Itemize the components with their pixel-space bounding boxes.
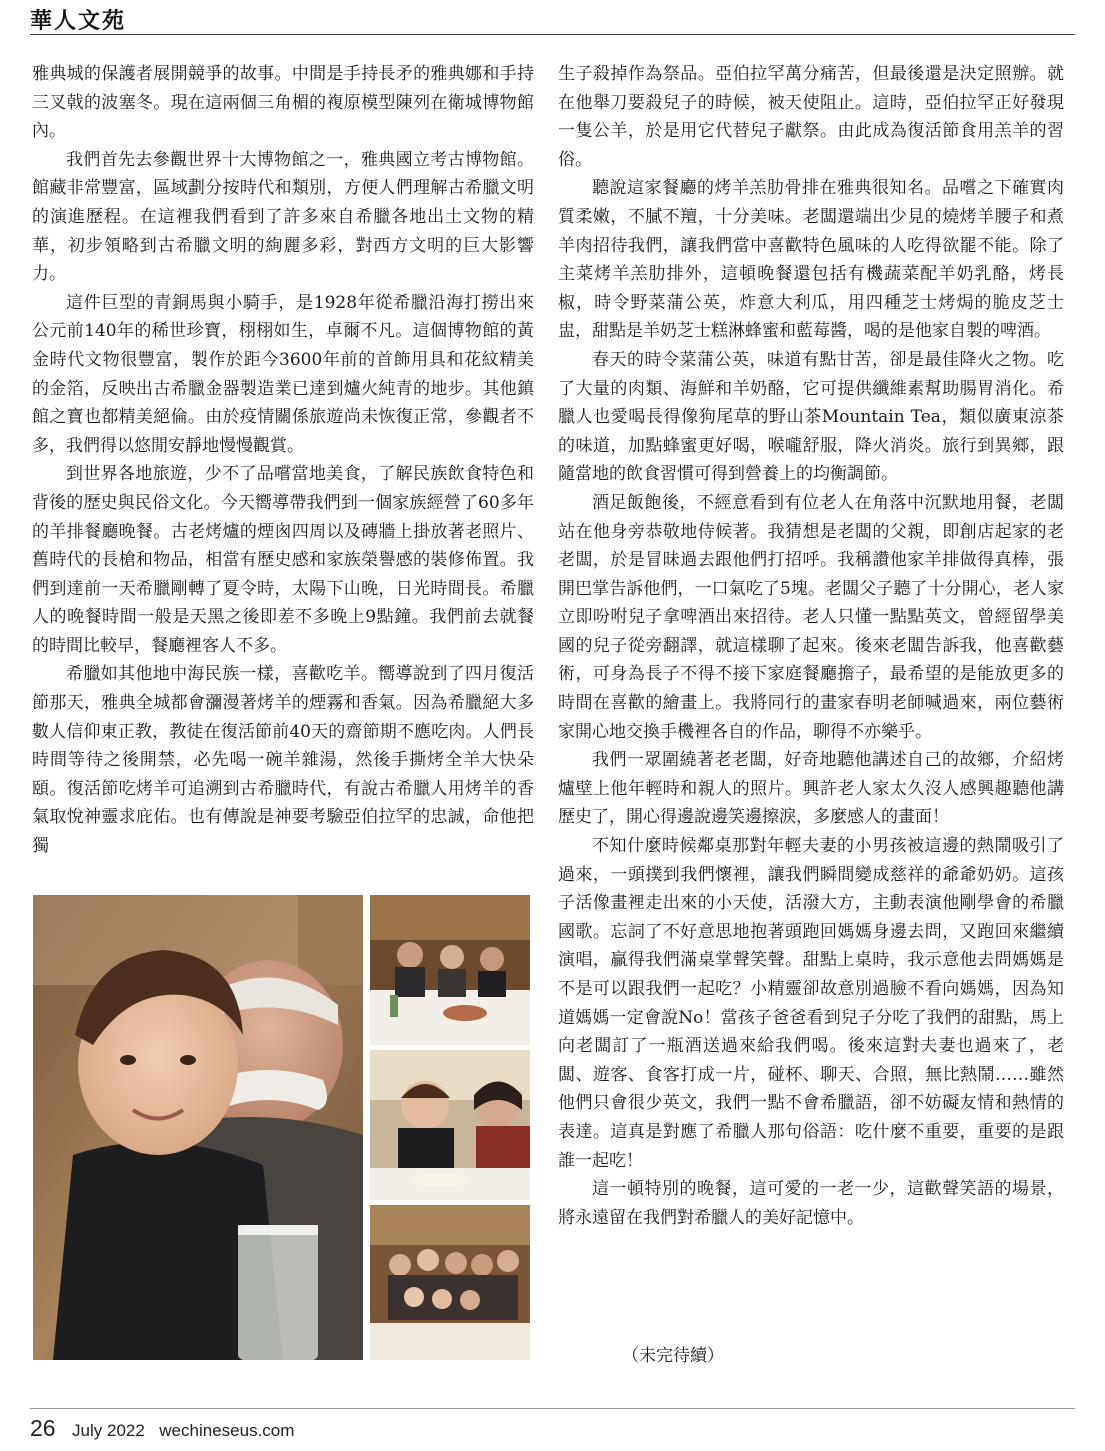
page-number: 26 bbox=[30, 1415, 56, 1441]
photo-group-at-table bbox=[370, 895, 530, 1045]
paragraph: 酒足飯飽後，不經意看到有位老人在角落中沉默地用餐，老闆站在他身旁恭敬地侍候著。我猜想是老闆的父親，即創店起家的老老闆，於是冒昧過去跟他們打招呼。我稱讚他家羊排做得真棒，張開巴掌告訴他們，一口氣吃了5塊。老闆父子聽了十分開心，老人家立即吩咐兒子拿啤酒出來招待。老人只懂一點點英文，曾經留學美國的兒子從旁翻譯，就這樣聊了起來。後來老闆告訴我，他喜歡藝術，可身為長子不得不接下家庭餐廳擔子，最希望的是能放更多的時間在喜歡的繪畫上。我將同行的畫家春明老師喊過來，兩位藝術家開心地交換手機裡各自的作品，聊得不亦樂乎。 bbox=[558, 492, 1064, 742]
paragraph: 我們一眾圍繞著老老闆，好奇地聽他講述自己的故鄉，介紹烤爐壁上他年輕時和親人的照片。興許老人家太久沒人感興趣聽他講歷史了，開心得邊說邊笑邊擦淚，多麼感人的畫面！ bbox=[558, 750, 1064, 828]
paragraph: 生子殺掉作為祭品。亞伯拉罕萬分痛苦，但最後還是決定照辦。就在他舉刀要殺兒子的時候，被天使阻止。這時，亞伯拉罕正好發現一隻公羊，於是用它代替兒子獻祭。由此成為復活節食用羔羊的習俗。 bbox=[558, 64, 1064, 170]
paragraph: 聽說這家餐廳的烤羊羔肋骨排在雅典很知名。品嚐之下確實肉質柔嫩，不膩不羶，十分美味。老闆還端出少見的燒烤羊腰子和煮羊肉招待我們，讓我們當中喜歡特色風味的人吃得欲罷不能。除了主菜烤羊羔肋排外，這頓晚餐還包括有機蔬菜配羊奶乳酪，烤長椒，時令野菜蒲公英，炸意大利瓜，用四種芝士烤焗的脆皮芝士盅，甜點是羊奶芝士糕淋蜂蜜和藍莓醬，喝的是他家自製的啤酒。 bbox=[558, 178, 1064, 342]
paragraph: 雅典城的保護者展開競爭的故事。中間是手持長矛的雅典娜和手持三叉戟的波塞冬。現在這兩個三角楣的複原模型陳列在衛城博物館內。 bbox=[32, 64, 534, 142]
paragraph: 希臘如其他地中海民族一樣，喜歡吃羊。嚮導說到了四月復活節那天，雅典全城都會瀰漫著烤羊的煙霧和香氣。因為希臘絕大多數人信仰東正教，教徒在復活節前40天的齋節期不應吃肉。人們長時間等待之後開禁，必先喝一碗羊雜湯，然後手撕烤全羊大快朵頤。復活節吃烤羊可追溯到古希臘時代，有說古希臘人用烤羊的香氣取悅神靈求庇佑。也有傳說是神要考驗亞伯拉罕的忠誠，命他把獨 bbox=[32, 664, 534, 857]
page-footer bbox=[30, 1415, 294, 1442]
website-link[interactable]: wechineseus.com bbox=[159, 1421, 295, 1440]
paragraph: 春天的時令菜蒲公英，味道有點甘苦，卻是最佳降火之物。吃了大量的肉類、海鮮和羊奶酪，它可提供纖維素幫助腸胃消化。希臘人也愛喝長得像狗尾草的野山茶Mountain Tea，類似廣東涼茶的味道，加點蜂蜜更好喝，喉嚨舒服，降火消炎。旅行到異鄉，跟隨當地的飲食習慣可得到營養上的均衡調節。 bbox=[558, 349, 1064, 485]
paragraph: 到世界各地旅遊，少不了品嚐當地美食，了解民族飲食特色和背後的歷史與民俗文化。今天嚮導帶我們到一個家族經營了60多年的羊排餐廳晚餐。古老烤爐的煙囪四周以及磚牆上掛放著老照片、舊時代的長槍和物品，相當有歷史感和家族榮譽感的裝修佈置。我們到達前一天希臘剛轉了夏令時，太陽下山晚，日光時間長。希臘人的晚餐時間一般是天黑之後即差不多晚上9點鐘。我們前去就餐的時間比較早，餐廳裡客人不多。 bbox=[32, 464, 534, 656]
paragraph: 我們首先去參觀世界十大博物館之一，雅典國立考古博物館。館藏非常豐富，區域劃分按時代和類別，方便人們理解古希臘文明的演進歷程。在這裡我們看到了許多來自希臘各地出土文物的精華，初步領略到古希臘文明的絢麗多彩，對西方文明的巨大影響力。 bbox=[32, 149, 534, 285]
photo-boy-with-dessert bbox=[370, 1050, 530, 1200]
footer-divider bbox=[30, 1408, 1075, 1409]
section-title: 華人文苑 bbox=[30, 8, 127, 34]
photo-collage bbox=[33, 895, 530, 1360]
photo-group-selfie bbox=[370, 1205, 530, 1360]
paragraph: 這一頓特別的晚餐，這可愛的一老一少，這歡聲笑語的場景，將永遠留在我們對希臘人的美好記憶中。 bbox=[558, 1179, 1064, 1228]
paragraph: 這件巨型的青銅馬與小騎手，是1928年從希臘沿海打撈出來公元前140年的稀世珍寶，栩栩如生，卓爾不凡。這個博物館的黃金時代文物很豐富，製作於距今3600年前的首飾用具和花紋精美的金箔，反映出古希臘金器製造業已達到爐火純青的地步。其他鎮館之寶也都精美絕倫。由於疫情關係旅遊尚未恢復正常，參觀者不多，我們得以悠閒安靜地慢慢觀賞。 bbox=[32, 292, 534, 456]
to-be-continued: （未完待續） bbox=[622, 1346, 724, 1366]
right-column bbox=[558, 60, 1064, 1232]
header-divider bbox=[30, 34, 1075, 35]
issue-date: July 2022 bbox=[72, 1421, 145, 1440]
left-column bbox=[32, 60, 534, 861]
paragraph: 不知什麼時候鄰桌那對年輕夫妻的小男孩被這邊的熱鬧吸引了過來，一頭撲到我們懷裡，讓我們瞬間變成慈祥的爺爺奶奶。這孩子活像畫裡走出來的小天使，活潑大方，主動表演他剛學會的希臘國歌。忘詞了不好意思地抱著頭跑回媽媽身邊去問，又跑回來繼續演唱，贏得我們滿桌掌聲笑聲。甜點上桌時，我示意他去問媽媽是不是可以跟我們一起吃？小精靈卻故意別過臉不看向媽媽，因為知道媽媽一定會說No！當孩子爸爸看到兒子分吃了我們的甜點，馬上向老闆訂了一瓶酒送過來給我們喝。後來這對夫妻也過來了，老闆、遊客、食客打成一片，碰杯、聊天、合照，無比熱鬧……雖然他們只會很少英文，我們一點不會希臘語，卻不妨礙友情和熱情的表達。這真是對應了希臘人那句俗語：吃什麼不重要，重要的是跟誰一起吃！ bbox=[558, 836, 1064, 1171]
photo-boy-and-elder bbox=[33, 895, 363, 1360]
